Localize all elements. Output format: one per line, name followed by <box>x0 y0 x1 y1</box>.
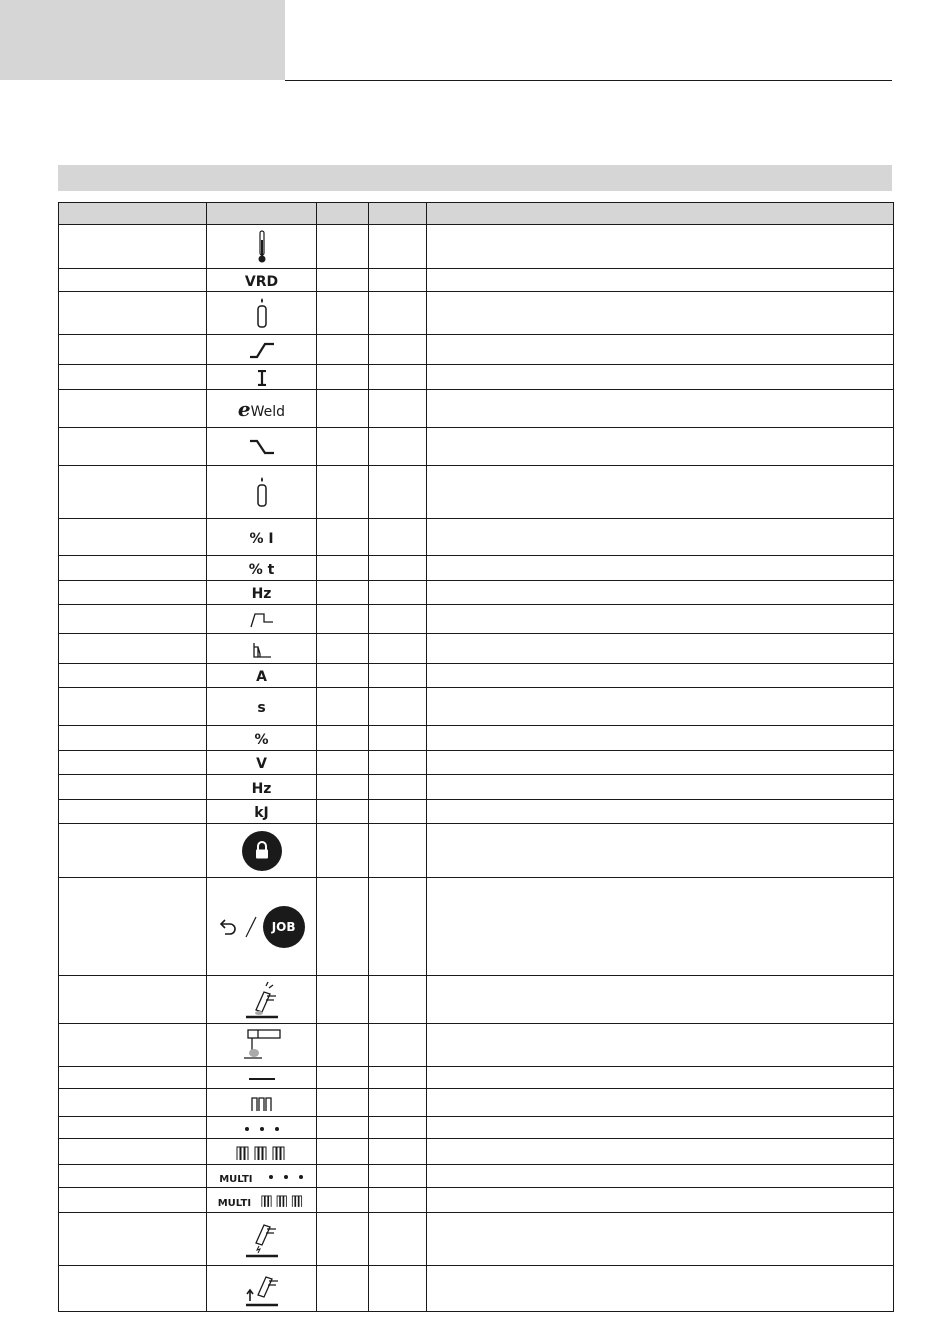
ampere-symbol: A <box>256 669 267 685</box>
table-row <box>59 1089 894 1117</box>
percent-time-symbol: % t <box>248 561 275 578</box>
undo-arrow-icon <box>218 917 238 937</box>
job-badge-icon: JOB <box>263 906 305 948</box>
table-row <box>59 1165 894 1188</box>
header-cell <box>59 203 207 225</box>
multi-pulse-wave-icon <box>236 1145 288 1161</box>
hertz-symbol: Hz <box>251 586 272 602</box>
hertz-symbol: Hz <box>251 780 272 797</box>
kilojoule-symbol: kJ <box>254 805 269 821</box>
pulse-wave-icon <box>251 1096 273 1112</box>
mig-torch-icon <box>244 980 280 1020</box>
table-row <box>59 225 894 269</box>
gas-cylinder-icon <box>256 297 268 329</box>
lock-icon <box>241 830 283 872</box>
multi-pulse-wave-icon <box>261 1194 305 1208</box>
pulse-rise-icon <box>250 612 274 628</box>
table-row <box>59 365 894 390</box>
table-row <box>59 634 894 664</box>
multi-label: MULTI <box>217 1197 252 1209</box>
torch-ignition-icon <box>244 1219 280 1259</box>
lift-arc-icon <box>244 1269 280 1309</box>
thermometer-icon <box>256 230 268 264</box>
table-row <box>59 335 894 365</box>
table-row <box>59 519 894 556</box>
table-row <box>59 726 894 751</box>
header-cell <box>207 203 317 225</box>
table-row <box>59 976 894 1024</box>
table-row <box>59 1024 894 1067</box>
table-row <box>59 751 894 775</box>
table-row <box>59 664 894 688</box>
current-i-icon <box>257 370 267 386</box>
table-row <box>59 775 894 800</box>
table-row <box>59 1213 894 1266</box>
slash-divider-icon <box>244 916 258 938</box>
positioning-icon <box>242 1028 282 1062</box>
table-row <box>59 1139 894 1165</box>
upslope-icon <box>249 341 275 359</box>
volt-symbol: V <box>256 756 267 772</box>
pulse-fall-icon <box>252 642 272 658</box>
table-row <box>59 688 894 726</box>
table-row <box>59 428 894 466</box>
table-row <box>59 466 894 519</box>
table-row <box>59 269 894 292</box>
symbol-table <box>58 202 894 1312</box>
table-row <box>59 1067 894 1089</box>
table-row <box>59 292 894 335</box>
table-row <box>59 390 894 428</box>
table-header-row <box>59 203 894 225</box>
vrd-symbol: VRD <box>244 273 279 290</box>
percent-symbol: % <box>254 731 269 748</box>
gas-cylinder-icon <box>256 476 268 508</box>
percent-current-symbol: % I <box>249 530 274 547</box>
table-row <box>59 878 894 976</box>
table-row <box>59 800 894 824</box>
seconds-symbol: s <box>257 700 266 716</box>
table-row <box>59 605 894 634</box>
spot-dots-icon <box>268 1174 304 1180</box>
header-rule <box>285 80 892 81</box>
header-cell <box>317 203 369 225</box>
table-row <box>59 1188 894 1213</box>
page-corner-tab <box>0 0 285 80</box>
header-cell <box>427 203 894 225</box>
eweld-logo: eWeld <box>237 396 286 421</box>
downslope-icon <box>249 438 275 456</box>
table-row <box>59 1117 894 1139</box>
header-cell <box>369 203 427 225</box>
multi-label: MULTI <box>219 1173 253 1185</box>
table-row <box>59 581 894 605</box>
table-row <box>59 556 894 581</box>
table-row <box>59 824 894 878</box>
section-title-bar <box>58 165 892 191</box>
continuous-line-icon <box>248 1076 276 1082</box>
spot-dots-icon <box>244 1126 280 1132</box>
table-row <box>59 1266 894 1312</box>
